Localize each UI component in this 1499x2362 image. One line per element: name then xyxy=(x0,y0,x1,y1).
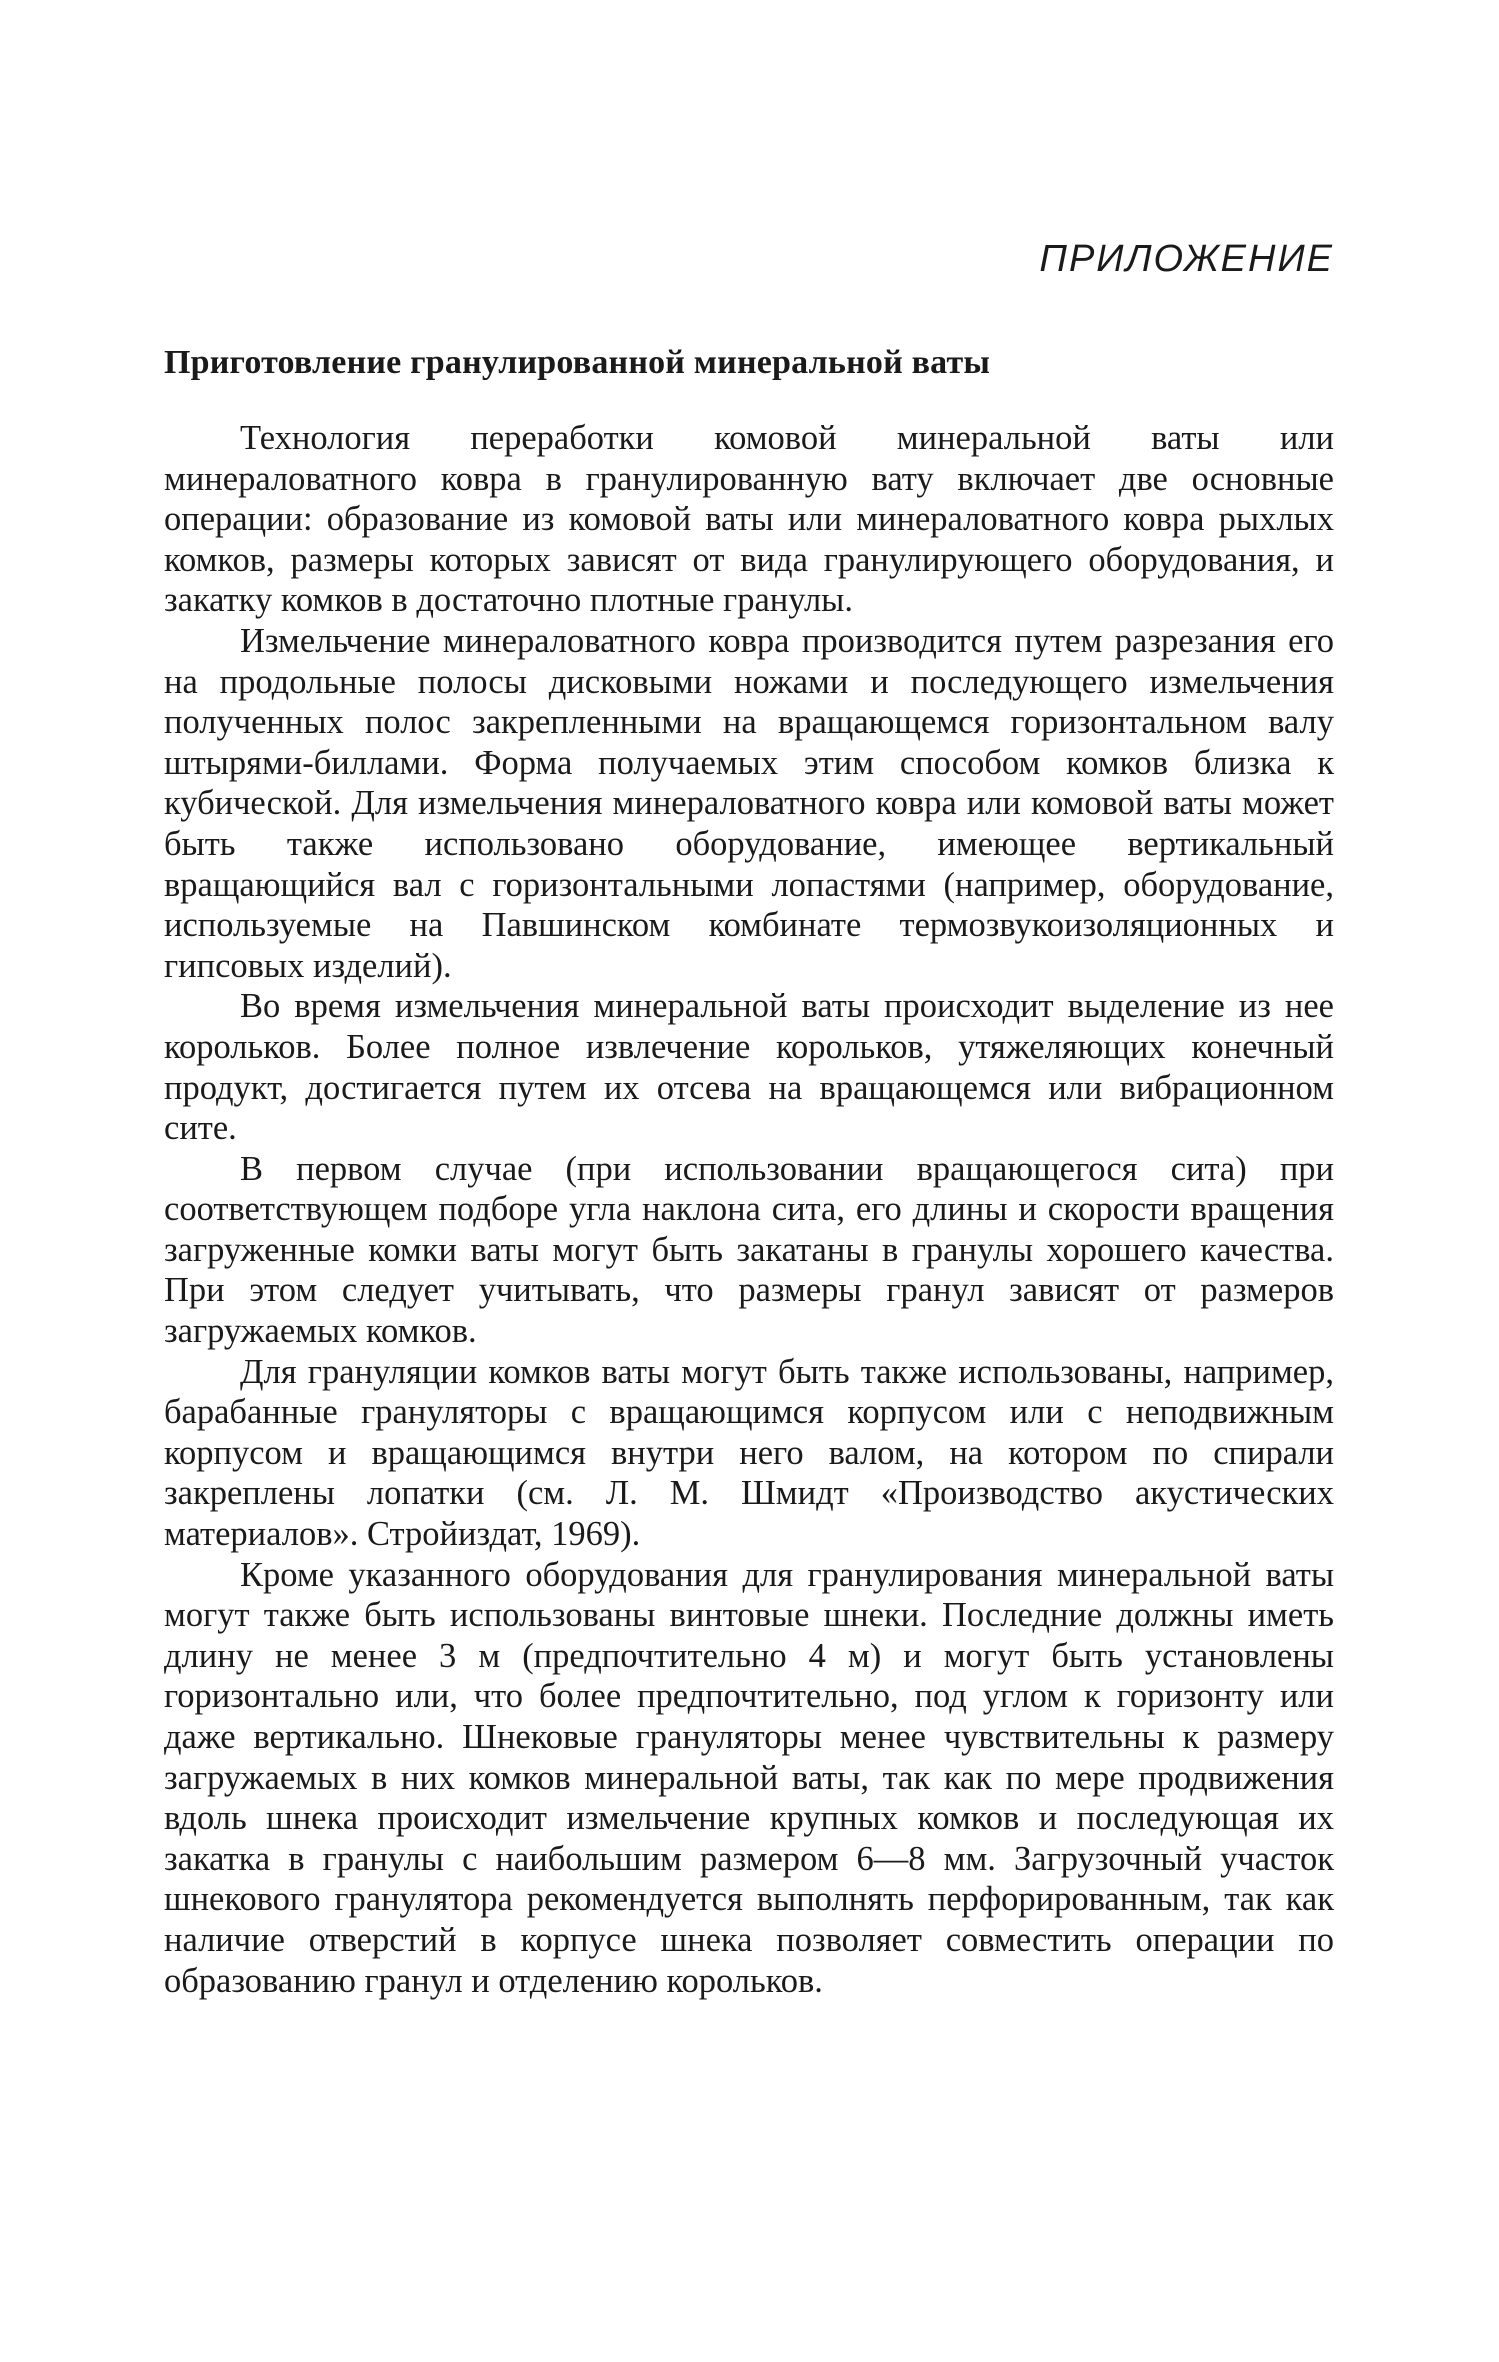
appendix-title: ПРИЛОЖЕНИЕ xyxy=(1039,238,1334,280)
section-heading: Приготовление гранулированной минеральной ваты xyxy=(164,344,991,381)
paragraph: Для грануляции комков ваты могут быть также использованы, например, барабанные грануляторы с вращающимся корпусом или с неподвижным корпусом и вращающимся внутри него валом, на котором по спирали закреплены лопатки (см. Л. М. Шмидт «Производство акустических материалов». Стройиздат, 1969). xyxy=(164,1352,1334,1554)
paragraph: Кроме указанного оборудования для гранулирования минеральной ваты могут также быть использованы винтовые шнеки. Последние должны иметь длину не менее 3 м (предпочтительно 4 м) и могут быть установлены горизонтально или, что более предпочтительно, под углом к горизонту или даже вертикально. Шнековые грануляторы менее чувствительны к размеру загружаемых в них комков минеральной ваты, так как по мере продвижения вдоль шнека происходит измельчение крупных комков и последующая их закатка в гранулы с наибольшим размером 6—8 мм. Загрузочный участок шнекового гранулятора рекомендуется выполнять перфорированным, так как наличие отверстий в корпусе шнека позволяет совместить операции по образованию гранул и отделению корольков. xyxy=(164,1555,1334,2000)
paragraph: В первом случае (при использовании вращающегося сита) при соответствующем подборе угла наклона сита, его длины и скорости вращения загруженные комки ваты могут быть закатаны в гранулы хорошего качества. При этом следует учитывать, что размеры гранул зависят от размеров загружаемых комков. xyxy=(164,1149,1334,1351)
body-text xyxy=(164,418,1334,2001)
paragraph: Измельчение минераловатного ковра производится путем разрезания его на продольные полосы дисковыми ножами и последующего измельчения полученных полос закрепленными на вращающемся горизонтальном валу штырями-биллами. Форма получаемых этим способом комков близка к кубической. Для измельчения минераловатного ковра или комовой ваты может быть также использовано оборудование, имеющее вертикальный вращающийся вал с горизонтальными лопастями (например, оборудование, используемые на Павшинском комбинате термозвукоизоляционных и гипсовых изделий). xyxy=(164,621,1334,985)
paragraph: Во время измельчения минеральной ваты происходит выделение из нее корольков. Более полное извлечение корольков, утяжеляющих конечный продукт, достигается путем их отсева на вращающемся или вибрационном сите. xyxy=(164,987,1334,1148)
paragraph: Технология переработки комовой минеральной ваты или минераловатного ковра в гранулированную вату включает две основные операции: образование из комовой ваты или минераловатного ковра рыхлых комков, размеры которых зависят от вида гранулирующего оборудования, и закатку комков в достаточно плотные гранулы. xyxy=(164,419,1334,620)
document-page xyxy=(164,0,1334,2362)
